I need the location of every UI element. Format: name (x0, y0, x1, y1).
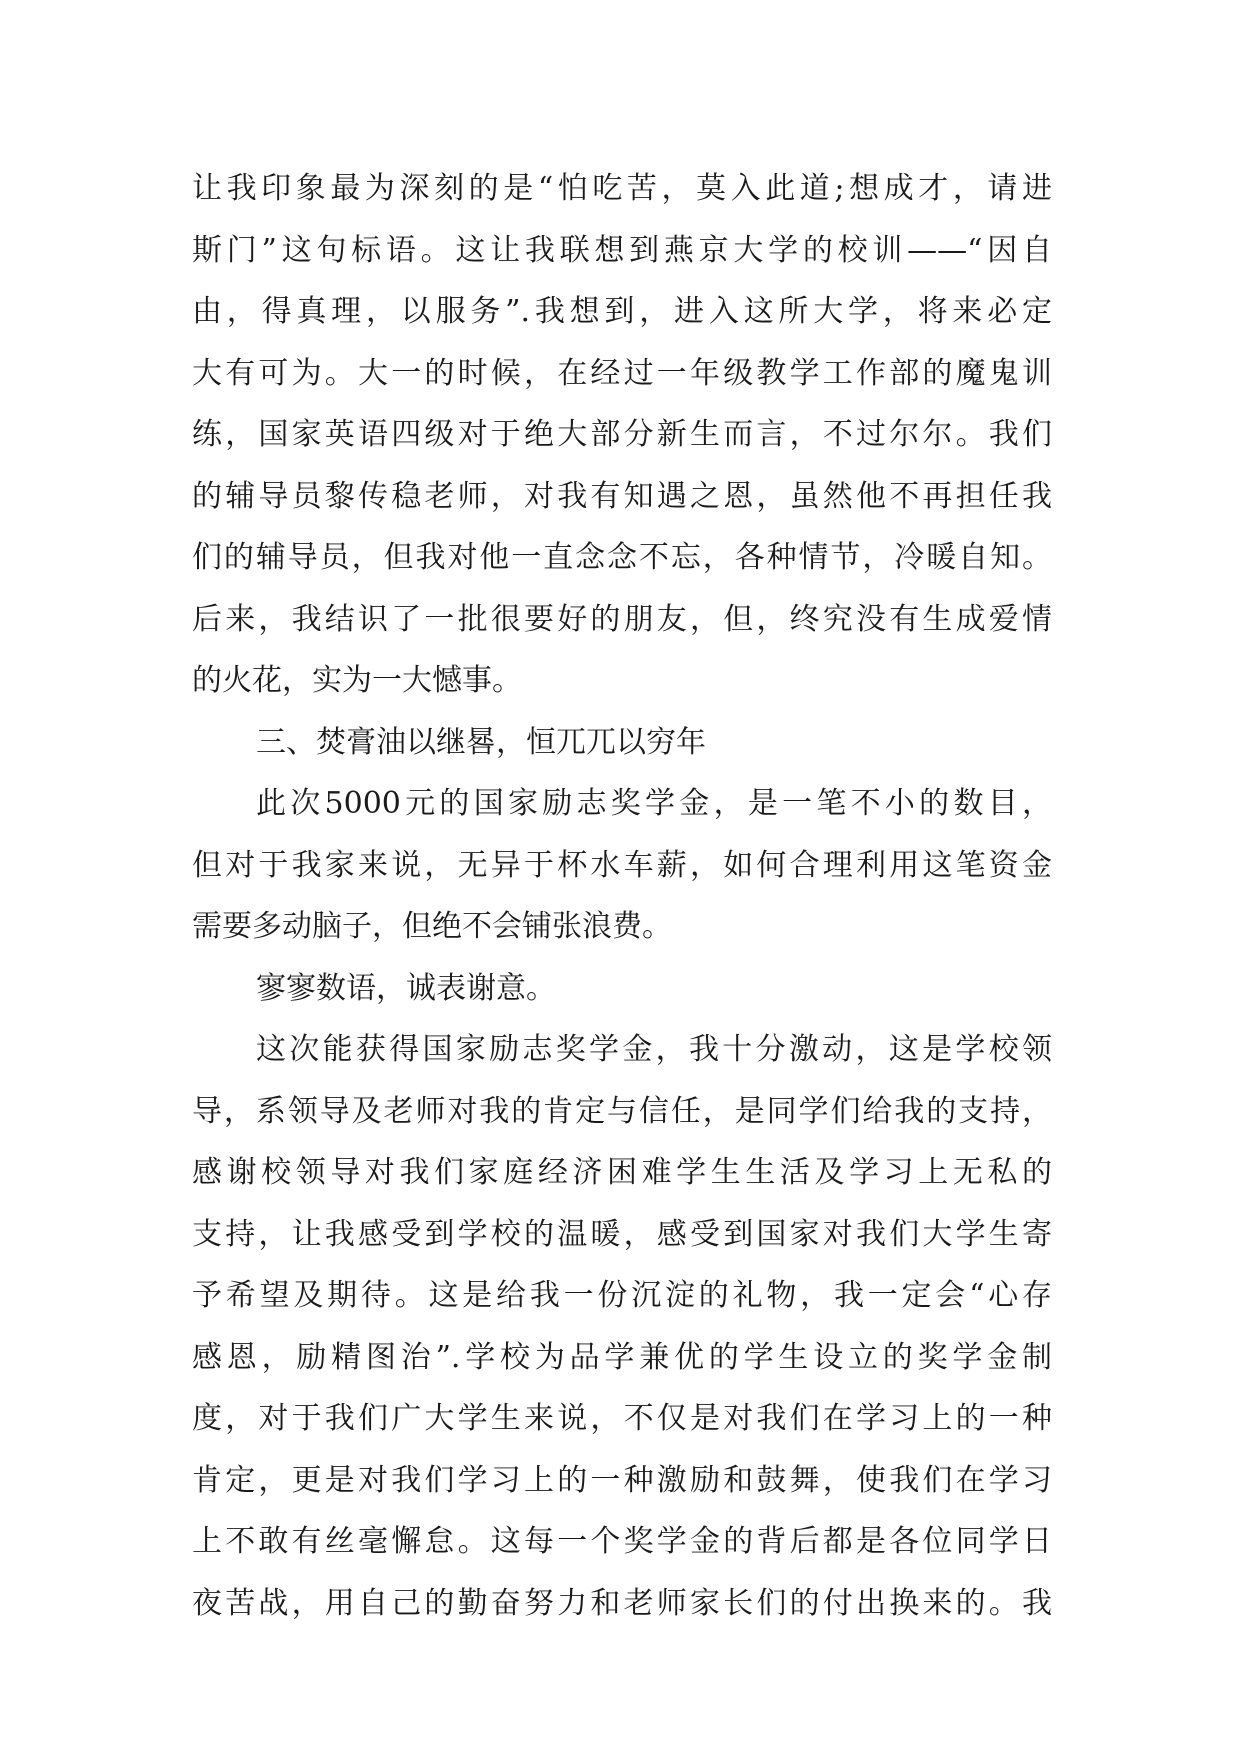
text-line: 由，得真理，以服务”.我想到，进入这所大学，将来必定 (192, 294, 1052, 329)
text-line: 度，对于我们广大学生来说，不仅是对我们在学习上的一种 (192, 1401, 1052, 1436)
text-line: 的火花，实为一大憾事。 (192, 663, 522, 698)
text-line: 夜苦战，用自己的勤奋努力和老师家长们的付出换来的。我 (192, 1585, 1052, 1621)
text-line: 后来，我结识了一批很要好的朋友，但，终究没有生成爱情 (192, 601, 1052, 637)
text-line: 上不敢有丝毫懈怠。这每一个奖学金的背后都是各位同学日 (192, 1524, 1052, 1559)
text-line: 这次能获得国家励志奖学金，我十分激动，这是学校领 (256, 1032, 1052, 1067)
section-heading: 三、焚膏油以继晷，恒兀兀以穷年 (256, 724, 706, 760)
text-line: 感恩，励精图治”.学校为品学兼优的学生设立的奖学金制 (192, 1339, 1052, 1375)
text-line: 此次5000元的国家励志奖学金，是一笔不小的数目， (256, 786, 1052, 821)
text-line: 大有可为。大一的时候，在经过一年级教学工作部的魔鬼训 (192, 355, 1052, 391)
text-line: 需要多动脑子，但绝不会铺张浪费。 (192, 909, 672, 944)
text-line: 支持，让我感受到学校的温暖，感受到国家对我们大学生寄 (192, 1216, 1052, 1252)
text-line: 予希望及期待。这是给我一份沉淀的礼物，我一定会“心存 (192, 1278, 1052, 1313)
text-line: 让我印象最为深刻的是“怕吃苦，莫入此道;想成才，请进 (192, 171, 1052, 206)
text-line: 肯定，更是对我们学习上的一种激励和鼓舞，使我们在学习 (192, 1462, 1052, 1498)
text-line: 的辅导员黎传稳老师，对我有知遇之恩，虽然他不再担任我 (192, 478, 1052, 514)
text-line: 感谢校领导对我们家庭经济困难学生生活及学习上无私的 (192, 1155, 1052, 1190)
text-line: 们的辅导员，但我对他一直念念不忘，各种情节，冷暖自知。 (192, 540, 1052, 575)
text-line: 练，国家英语四级对于绝大部分新生而言，不过尔尔。我们 (192, 417, 1052, 452)
text-line: 但对于我家来说，无异于杯水车薪，如何合理利用这笔资金 (192, 847, 1052, 883)
text-line: 寥寥数语，诚表谢意。 (256, 970, 556, 1006)
text-line: 导，系领导及老师对我的肯定与信任，是同学们给我的支持， (192, 1093, 1052, 1129)
text-line: 斯门”这句标语。这让我联想到燕京大学的校训——“因自 (192, 232, 1052, 268)
document-body (192, 158, 1052, 1634)
